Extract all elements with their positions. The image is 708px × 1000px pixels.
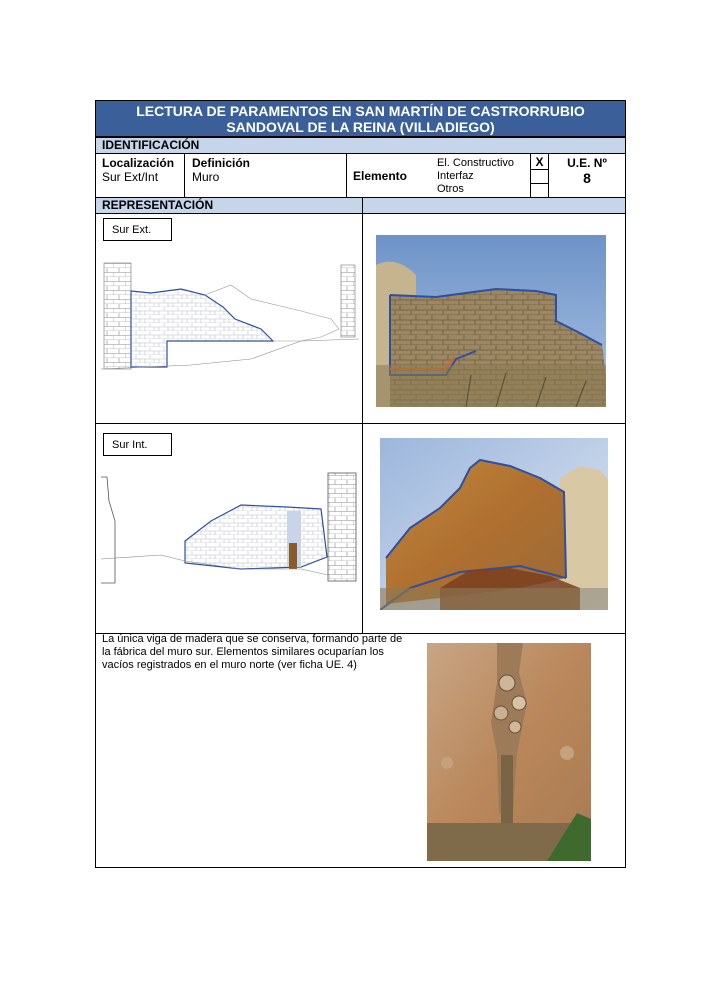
sheet-title — [96, 101, 625, 137]
ue-label: U.E. Nº — [567, 156, 607, 170]
sur-int-elevation-drawing — [101, 471, 359, 586]
definicion-label: Definición — [192, 156, 251, 170]
elemento-option-constructivo: El. Constructivo — [437, 157, 515, 169]
elemento-label: Elemento — [353, 169, 408, 183]
localizacion-label: Localización — [102, 156, 175, 170]
definicion-value: Muro — [192, 170, 220, 184]
view-label-sur-int: Sur Int. — [103, 433, 172, 456]
sur-ext-photo — [376, 235, 606, 407]
localizacion-cell — [102, 156, 182, 184]
elemento-mark-1: X — [535, 155, 544, 169]
ue-cell — [549, 156, 625, 186]
record-sheet — [95, 100, 626, 868]
sur-ext-elevation-drawing — [101, 259, 359, 374]
elemento-options — [437, 157, 529, 196]
representacion-header: REPRESENTACIÓN — [96, 197, 625, 214]
wooden-beam-photo — [427, 643, 591, 861]
localizacion-value: Sur Ext/Int — [102, 170, 159, 184]
definicion-cell — [192, 156, 342, 184]
ue-value: 8 — [583, 170, 591, 186]
title-line-1: LECTURA DE PARAMENTOS EN SAN MARTÍN DE CASTRORRUBIO — [136, 103, 585, 119]
title-line-2: SANDOVAL DE LA REINA (VILLADIEGO) — [226, 119, 495, 135]
elemento-option-otros: Otros — [437, 183, 464, 195]
elemento-option-interfaz: Interfaz — [437, 170, 474, 182]
sur-int-photo — [380, 438, 608, 610]
view-label-sur-ext: Sur Ext. — [103, 218, 172, 241]
description-text: La única viga de madera que se conserva, formando parte de la fábrica del muro sur. Elementos similares ocuparían los vacíos registrados en el muro norte (ver ficha UE. 4) — [102, 633, 403, 671]
identificacion-header: IDENTIFICACIÓN — [96, 137, 625, 154]
